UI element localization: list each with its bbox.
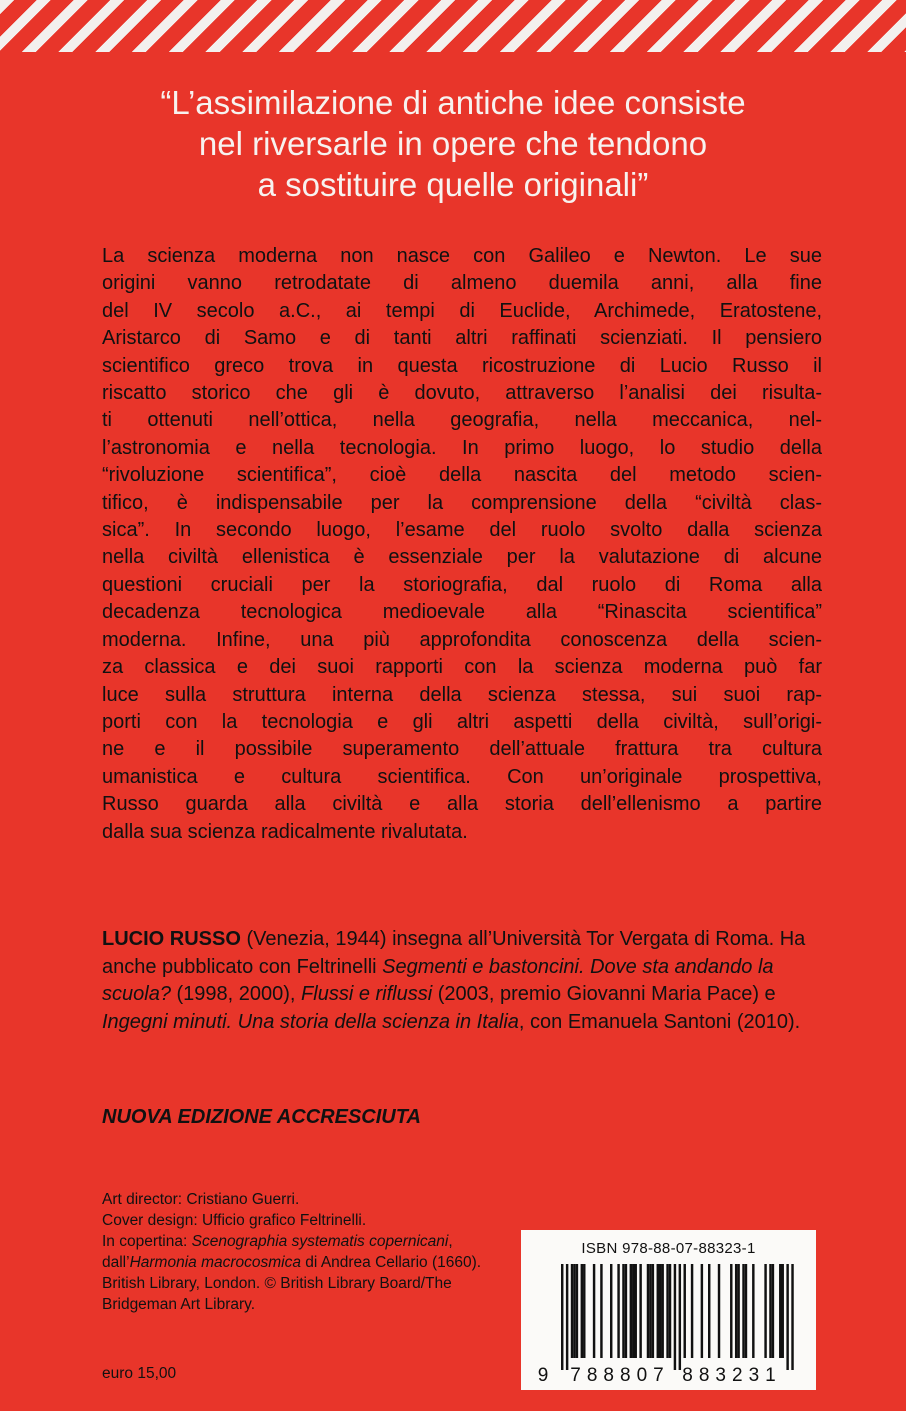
barcode-guard-bar bbox=[786, 1264, 788, 1370]
barcode-bar bbox=[779, 1264, 781, 1358]
barcode-bar bbox=[752, 1264, 754, 1358]
description-line: riscatto storico che gli è dovuto, attraverso l’analisi dei risulta- bbox=[102, 382, 822, 405]
barcode-bar bbox=[718, 1264, 720, 1358]
barcode-bar bbox=[769, 1264, 771, 1358]
description-line: porti con la tecnologia e gli altri aspetti della civiltà, sull’origi- bbox=[102, 710, 822, 733]
description-line: La scienza moderna non nasce con Galileo e Newton. Le sue bbox=[102, 245, 822, 267]
description-line: sica”. In secondo luogo, l’esame del ruolo svolto dalla scienza bbox=[102, 519, 822, 542]
barcode-bar bbox=[764, 1264, 766, 1358]
barcode-bar bbox=[617, 1264, 619, 1358]
barcode-bar bbox=[647, 1264, 649, 1358]
pull-quote bbox=[60, 82, 846, 205]
barcode-bar bbox=[652, 1264, 654, 1358]
book-description bbox=[102, 243, 822, 846]
barcode-bar bbox=[701, 1264, 703, 1358]
barcode-bar bbox=[782, 1264, 784, 1358]
description-line: decadenza tecnologica medioevale alla “Rinascita scientifica” bbox=[102, 601, 822, 624]
cover-design-credit: Cover design: Ufficio grafico Feltrinelli. bbox=[102, 1212, 367, 1229]
barcode-bar bbox=[573, 1264, 575, 1358]
description-line: dalla sua scienza radicalmente rivalutata. bbox=[102, 820, 468, 843]
barcode-bar bbox=[625, 1264, 627, 1358]
barcode-bar bbox=[742, 1264, 744, 1358]
barcode-bar bbox=[745, 1264, 747, 1358]
barcode-bar bbox=[735, 1264, 737, 1358]
barcode-bar bbox=[630, 1264, 632, 1358]
description-line: ne e il possibile superamento dell’attuale frattura tra cultura bbox=[102, 738, 822, 761]
description-line: Russo guarda alla civiltà e alla storia dell’ellenismo a partire bbox=[102, 793, 822, 816]
barcode-bar bbox=[684, 1264, 686, 1358]
barcode-bar bbox=[657, 1264, 659, 1358]
barcode-bar bbox=[632, 1264, 634, 1358]
description-line: umanistica e cultura scientifica. Con un’originale prospettiva, bbox=[102, 765, 822, 788]
barcode-guard-bar bbox=[679, 1264, 681, 1370]
hazard-stripe-band bbox=[0, 0, 906, 62]
description-line: moderna. Infine, una più approfondita conoscenza della scien- bbox=[102, 628, 822, 651]
barcode-right-digits: 883231 bbox=[682, 1365, 782, 1386]
barcode-bar bbox=[649, 1264, 651, 1358]
description-line: tifico, è indispensabile per la comprensione della “civiltà clas- bbox=[102, 491, 822, 514]
author-name: LUCIO RUSSO bbox=[102, 928, 241, 950]
description-line: za classica e dei suoi rapporti con la scienza moderna può far bbox=[102, 656, 822, 679]
description-line: del IV secolo a.C., ai tempi di Euclide, Archimede, Eratostene, bbox=[102, 299, 822, 322]
barcode-bar bbox=[583, 1264, 585, 1358]
barcode-bar bbox=[708, 1264, 710, 1358]
barcode-bar bbox=[661, 1264, 663, 1358]
barcode-bar bbox=[610, 1264, 612, 1358]
barcode-bar bbox=[659, 1264, 661, 1358]
barcode-guard-bar bbox=[791, 1264, 793, 1370]
isbn-text: ISBN 978-88-07-88323-1 bbox=[581, 1240, 756, 1257]
description-line: questioni cruciali per la storiografia, dal ruolo di Roma alla bbox=[102, 573, 822, 596]
description-line: origini vanno retrodatate di almeno duemila anni, alla fine bbox=[102, 272, 822, 295]
barcode-guard-bar bbox=[566, 1264, 568, 1370]
description-line: nella civiltà ellenistica è essenziale per la valutazione di alcune bbox=[102, 546, 822, 569]
edition-label: NUOVA EDIZIONE ACCRESCIUTA bbox=[102, 1106, 421, 1128]
description-line: luce sulla struttura interna della scienza stessa, sui suoi rap- bbox=[102, 683, 822, 706]
cover-credits: Art director: Cristiano Guerri. Cover design: Ufficio grafico Feltrinelli. In copertina: Scenographia systematis copernicani, dall’Harmonia macrocosmica di Andrea Cellario (1660). British Library, London. © British Library Board/The Bridgeman Art Library. bbox=[102, 1191, 482, 1313]
description-line: Aristarco di Samo e di tanti altri raffinati scienziati. Il pensiero bbox=[102, 327, 822, 350]
barcode-guard-bar bbox=[674, 1264, 676, 1370]
barcode-bar bbox=[635, 1264, 637, 1358]
description-line: l’astronomia e nella tecnologia. In primo luogo, lo studio della bbox=[102, 436, 822, 459]
art-director-credit: Art director: Cristiano Guerri. bbox=[102, 1191, 300, 1208]
barcode-bar bbox=[691, 1264, 693, 1358]
barcode-bar bbox=[639, 1264, 641, 1358]
barcode-first-digit: 9 bbox=[537, 1365, 549, 1386]
quote-line: nel riversarle in opere che tendono bbox=[198, 125, 708, 162]
barcode-left-digits: 788807 bbox=[570, 1365, 670, 1386]
isbn-barcode bbox=[521, 1230, 816, 1390]
price-label: euro 15,00 bbox=[102, 1365, 177, 1382]
barcode-graphic bbox=[521, 1230, 816, 1390]
barcode-bar bbox=[622, 1264, 624, 1358]
description-line: scientifico greco trova in questa ricostruzione di Lucio Russo il bbox=[102, 354, 822, 377]
barcode-bar bbox=[576, 1264, 578, 1358]
barcode-bar bbox=[593, 1264, 595, 1358]
barcode-bar bbox=[666, 1264, 668, 1358]
barcode-bar bbox=[730, 1264, 732, 1358]
barcode-bar bbox=[772, 1264, 774, 1358]
barcode-bar bbox=[737, 1264, 739, 1358]
quote-line: a sostituire quelle originali” bbox=[257, 166, 649, 203]
barcode-bar bbox=[600, 1264, 602, 1358]
barcode-guard-bar bbox=[561, 1264, 563, 1370]
barcode-bar bbox=[581, 1264, 583, 1358]
description-line: ti ottenuti nell’ottica, nella geografia, nella meccanica, nel- bbox=[102, 409, 822, 432]
barcode-bar bbox=[571, 1264, 573, 1358]
barcode-bar bbox=[669, 1264, 671, 1358]
quote-line: “L’assimilazione di antiche idee consiste bbox=[160, 84, 746, 121]
description-line: “rivoluzione scientifica”, cioè della nascita del metodo scien- bbox=[102, 464, 822, 487]
author-bio: LUCIO RUSSO (Venezia, 1944) insegna all’Università Tor Vergata di Roma. Ha anche pubblicato con Feltrinelli Segmenti e bastoncini. Dove sta andando la scuola? (1998, 2000), Flussi e riflussi (2003, premio Giovanni Maria Pace) e Ingegni minuti. Una storia della scienza in Italia, con Emanuela Santoni (2010). bbox=[102, 928, 806, 1033]
